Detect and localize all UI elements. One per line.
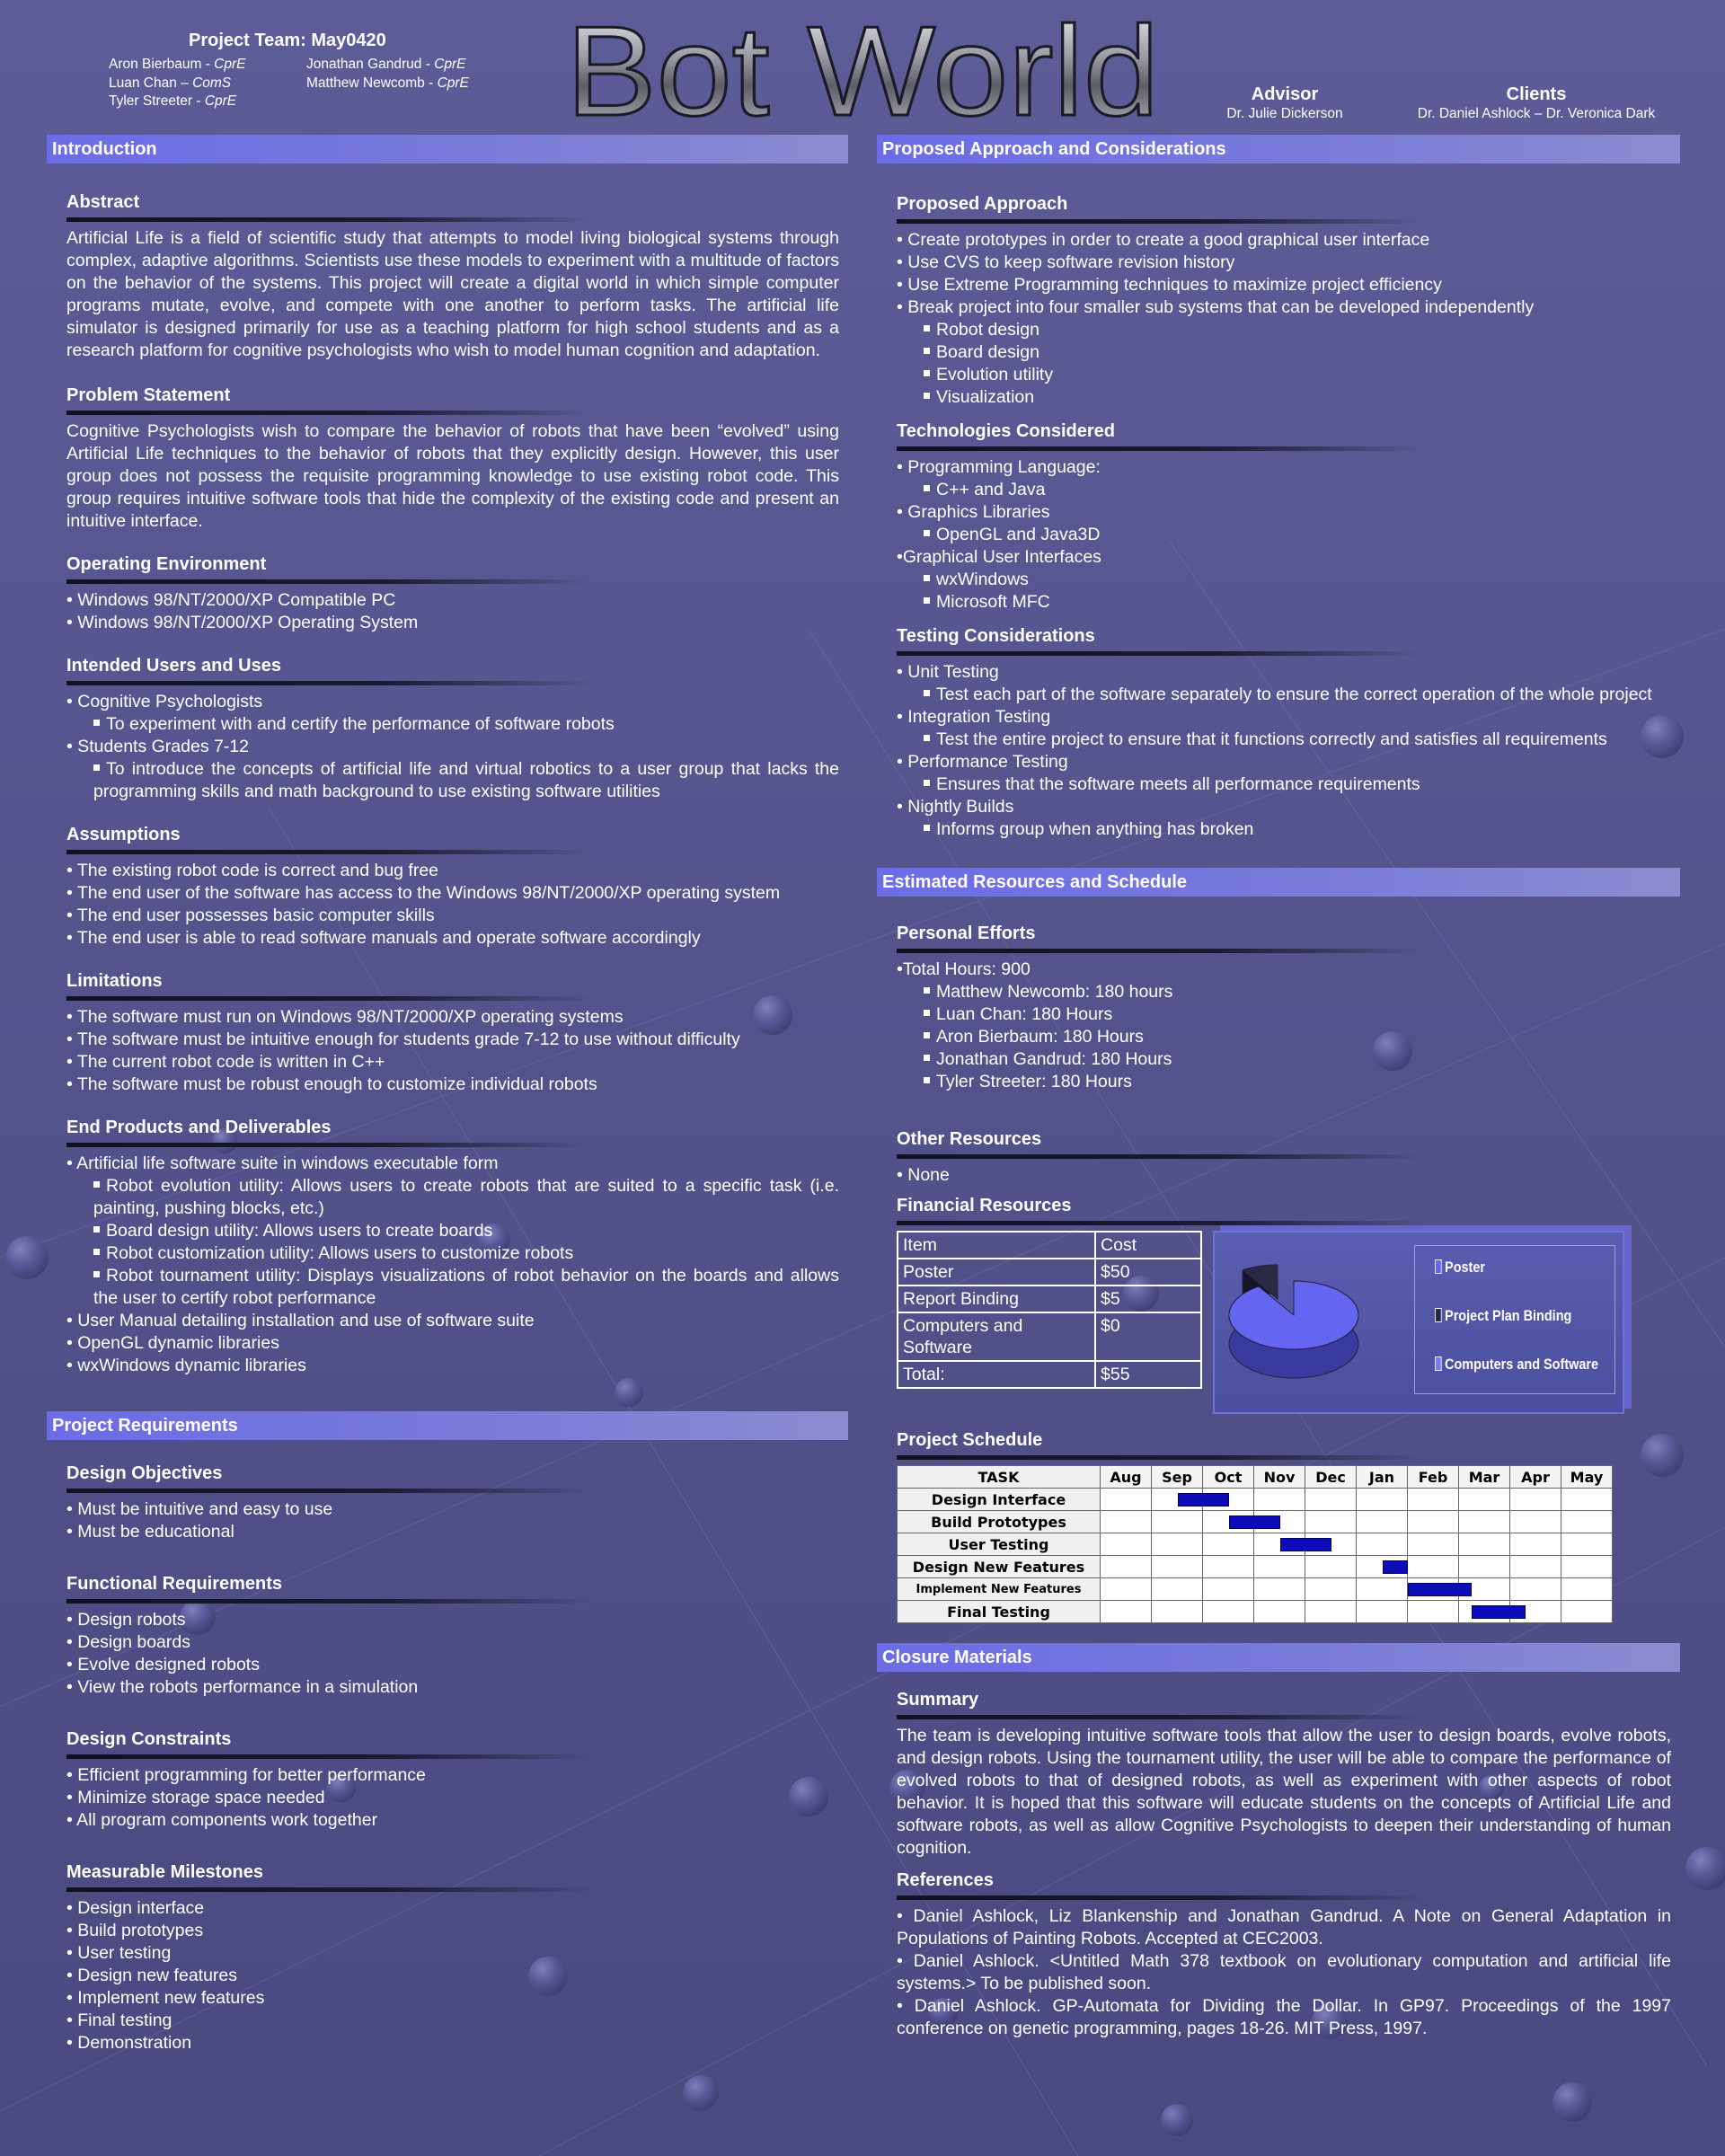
table-cell: Item	[898, 1232, 1095, 1259]
team-member: Luan Chan – ComS	[109, 75, 232, 91]
references-section	[897, 1870, 1671, 2040]
assumptions-heading: Assumptions	[66, 825, 181, 844]
legend-item-poster: Poster	[1435, 1259, 1485, 1277]
list-item: wxWindows	[897, 569, 1671, 591]
list-item: Test each part of the software separately to ensure the correct operation of the whole project	[897, 684, 1671, 706]
gantt-task-row	[898, 1511, 1613, 1533]
gantt-cell	[1357, 1511, 1408, 1533]
heading-rule	[897, 1154, 1423, 1159]
table-cell: Poster	[898, 1259, 1095, 1286]
list-item: • The current robot code is written in C++	[66, 1052, 385, 1072]
table-row	[898, 1232, 1201, 1259]
gantt-cell	[1152, 1533, 1203, 1556]
heading-rule	[897, 446, 1423, 451]
heading-rule	[66, 1754, 592, 1759]
list-item: Luan Chan: 180 Hours	[897, 1003, 1671, 1026]
deliverables-heading: End Products and Deliverables	[66, 1118, 332, 1137]
gantt-cell	[1305, 1489, 1357, 1511]
limitations-heading: Limitations	[66, 971, 163, 991]
list-item: •Graphical User Interfaces	[897, 547, 1101, 567]
functional-heading: Functional Requirements	[66, 1574, 283, 1594]
list-item: • Break project into four smaller sub systems that can be developed independently	[897, 297, 1535, 317]
list-item: • Windows 98/NT/2000/XP Compatible PC	[66, 590, 396, 610]
table-cell: Computers and Software	[898, 1312, 1095, 1361]
abstract-heading: Abstract	[66, 192, 140, 212]
financial-heading: Financial Resources	[897, 1196, 1072, 1215]
list-item: • Must be intuitive and easy to use	[66, 1499, 333, 1519]
list-item: Aron Bierbaum: 180 Hours	[897, 1026, 1671, 1048]
heading-rule	[897, 949, 1423, 953]
list-item: • User testing	[66, 1943, 172, 1963]
list-item: • Use CVS to keep software revision history	[897, 252, 1235, 272]
list-item: Robot tournament utility: Displays visualizations of robot behavior on the boards and allows the user to certify robot performance	[93, 1266, 839, 1308]
table-cell: $50	[1095, 1259, 1201, 1286]
list-item: • Students Grades 7-12	[66, 737, 250, 756]
gantt-month: Nov	[1254, 1466, 1305, 1489]
heading-rule	[66, 996, 592, 1001]
technologies-heading: Technologies Considered	[897, 421, 1115, 441]
list-item: • Must be educational	[66, 1522, 234, 1542]
schedule-heading: Project Schedule	[897, 1430, 1043, 1450]
gantt-month: Dec	[1305, 1466, 1357, 1489]
gantt-bar	[1408, 1583, 1472, 1596]
table-row	[898, 1259, 1201, 1286]
heading-rule	[66, 1887, 592, 1892]
list-item: Test the entire project to ensure that it functions correctly and satisfies all requirements	[897, 729, 1671, 751]
technologies-section	[897, 421, 1671, 614]
heading-rule	[897, 651, 1423, 656]
list-item: • Programming Language:	[897, 457, 1101, 477]
list-item: • The software must be intuitive enough for students grade 7-12 to use without difficulty	[66, 1029, 740, 1049]
gantt-task-row	[898, 1578, 1613, 1601]
gantt-cell	[1305, 1601, 1357, 1623]
table-cell: Cost	[1095, 1232, 1201, 1259]
heading-rule	[66, 217, 592, 222]
financial-table	[897, 1231, 1202, 1389]
pie-slice-poster	[1229, 1281, 1358, 1349]
list-item: Board design	[897, 341, 1671, 364]
gantt-month: Feb	[1408, 1466, 1459, 1489]
gantt-cell	[1510, 1489, 1561, 1511]
heading-rule	[66, 1489, 592, 1493]
table-row	[898, 1312, 1201, 1361]
list-item: • Performance Testing	[897, 752, 1068, 772]
gantt-bar	[1383, 1560, 1409, 1574]
list-item: Robot customization utility: Allows users to customize robots	[66, 1242, 839, 1265]
gantt-task-label: Build Prototypes	[898, 1511, 1101, 1533]
gantt-cell	[1305, 1511, 1357, 1533]
advisor-name: Dr. Julie Dickerson	[1226, 106, 1343, 121]
gantt-cell	[1152, 1489, 1203, 1511]
abstract-section	[66, 192, 839, 362]
gantt-cell	[1561, 1489, 1613, 1511]
gantt-task-label: Implement New Features	[898, 1578, 1101, 1601]
efforts-heading: Personal Efforts	[897, 923, 1036, 943]
list-item: To introduce the concepts of artificial life and virtual robotics to a user group that lacks the programming skills and math background to use existing software utilities	[93, 759, 839, 801]
heading-rule	[66, 411, 592, 415]
list-item: • Use Extreme Programming techniques to maximize project efficiency	[897, 275, 1442, 295]
gantt-cell	[1510, 1533, 1561, 1556]
left-column	[47, 135, 848, 2054]
gantt-cell	[1203, 1556, 1254, 1578]
list-item: Evolution utility	[897, 364, 1671, 386]
gantt-cell	[1101, 1601, 1152, 1623]
gantt-cell	[1101, 1511, 1152, 1533]
approach-heading: Proposed Approach	[897, 194, 1068, 214]
users-section	[66, 656, 839, 803]
gantt-cell	[1561, 1511, 1613, 1533]
gantt-cell	[1254, 1556, 1305, 1578]
team-member: Aron Bierbaum - CprE	[109, 57, 246, 72]
list-item: • Cognitive Psychologists	[66, 692, 263, 711]
list-item: • The end user is able to read software manuals and operate software accordingly	[66, 928, 701, 948]
gantt-task-row	[898, 1556, 1613, 1578]
gantt-cell	[1459, 1533, 1510, 1556]
list-item: • Design robots	[66, 1610, 186, 1630]
list-item: • wxWindows dynamic libraries	[66, 1356, 306, 1375]
list-item: • All program components work together	[66, 1810, 378, 1830]
team-member: Jonathan Gandrud - CprE	[306, 57, 466, 72]
gantt-header-row	[898, 1466, 1613, 1489]
heading-rule	[66, 579, 592, 584]
list-item: •Total Hours: 900	[897, 959, 1031, 979]
gantt-cell	[1305, 1578, 1357, 1601]
summary-heading: Summary	[897, 1690, 979, 1710]
heading-rule	[897, 219, 1423, 224]
gantt-cell	[1561, 1533, 1613, 1556]
list-item: • Windows 98/NT/2000/XP Operating System	[66, 613, 419, 632]
list-item: Informs group when anything has broken	[897, 818, 1671, 841]
problem-section	[66, 385, 839, 533]
clients-names: Dr. Daniel Ashlock – Dr. Veronica Dark	[1417, 106, 1656, 121]
gantt-cell	[1459, 1489, 1510, 1511]
gantt-cell	[1152, 1601, 1203, 1623]
list-item: • Design new features	[66, 1966, 238, 1985]
list-item: • Implement new features	[66, 1988, 265, 2008]
gantt-cell	[1510, 1556, 1561, 1578]
gantt-month: Oct	[1203, 1466, 1254, 1489]
schedule-section	[897, 1430, 1671, 1623]
gantt-cell	[1357, 1556, 1408, 1578]
list-item: • The existing robot code is correct and bug free	[66, 861, 439, 880]
problem-text: Cognitive Psychologists wish to compare the behavior of robots that have been “evolved” using Artificial Life techniques to the behavior of robots that they explicitly design. However, this user group does not possess the requisite programming knowledge to use existing robot code. This group requires intuitive software tools that hide the complexity of the existing code and present an intuitive interface.	[66, 421, 839, 531]
gantt-cell	[1152, 1511, 1203, 1533]
heading-rule	[897, 1221, 1423, 1225]
team-member: Matthew Newcomb - CprE	[306, 75, 469, 91]
gantt-cell	[1357, 1578, 1408, 1601]
gantt-cell	[1254, 1601, 1305, 1623]
limitations-section	[66, 971, 839, 1096]
gantt-month: Aug	[1101, 1466, 1152, 1489]
cost-pie-chart	[1213, 1231, 1624, 1414]
gantt-task-row	[898, 1601, 1613, 1623]
gantt-month: Sep	[1152, 1466, 1203, 1489]
heading-rule	[897, 1895, 1423, 1900]
gantt-bar	[1229, 1515, 1280, 1529]
gantt-cell	[1203, 1511, 1254, 1533]
gantt-cell	[1101, 1556, 1152, 1578]
gantt-cell	[1510, 1578, 1561, 1601]
list-item: • Design boards	[66, 1632, 190, 1652]
problem-heading: Problem Statement	[66, 385, 231, 405]
list-item: • User Manual detailing installation and use of software suite	[66, 1311, 535, 1330]
gantt-task-label: Final Testing	[898, 1601, 1101, 1623]
list-item: • Efficient programming for better performance	[66, 1765, 426, 1785]
list-item: • Unit Testing	[897, 662, 999, 682]
section-project-requirements: Project Requirements	[47, 1411, 848, 1440]
clients-label: Clients	[1506, 84, 1567, 104]
table-row	[898, 1286, 1201, 1312]
list-item: • View the robots performance in a simulation	[66, 1677, 419, 1697]
table-cell: $5	[1095, 1286, 1201, 1312]
gantt-cell	[1408, 1601, 1459, 1623]
gantt-cell	[1305, 1556, 1357, 1578]
list-item: • OpenGL dynamic libraries	[66, 1333, 279, 1353]
gantt-cell	[1101, 1533, 1152, 1556]
list-item: • Demonstration	[66, 2033, 192, 2053]
list-item: • Design interface	[66, 1898, 205, 1918]
list-item: Ensures that the software meets all performance requirements	[897, 773, 1671, 796]
gantt-cell	[1561, 1556, 1613, 1578]
gantt-cell	[1408, 1578, 1459, 1601]
team-member: Tyler Streeter - CprE	[109, 93, 237, 109]
operating-heading: Operating Environment	[66, 554, 267, 574]
gantt-cell	[1459, 1601, 1510, 1623]
list-item: • Final testing	[66, 2010, 172, 2030]
gantt-cell	[1203, 1533, 1254, 1556]
list-item: • Evolve designed robots	[66, 1655, 260, 1674]
title-text: Bot World	[566, 4, 1159, 129]
objectives-section	[66, 1463, 839, 1543]
gantt-cell	[1203, 1578, 1254, 1601]
financial-section	[897, 1196, 1671, 1428]
efforts-section	[897, 923, 1671, 1093]
gantt-month: May	[1561, 1466, 1613, 1489]
list-item: To experiment with and certify the performance of software robots	[66, 713, 839, 736]
gantt-cell	[1357, 1533, 1408, 1556]
gantt-cell	[1459, 1511, 1510, 1533]
gantt-cell	[1101, 1578, 1152, 1601]
gantt-cell	[1152, 1578, 1203, 1601]
list-item: • None	[897, 1165, 950, 1185]
section-closure-materials: Closure Materials	[877, 1643, 1680, 1672]
gantt-task-header: TASK	[898, 1466, 1101, 1489]
list-item: Matthew Newcomb: 180 hours	[897, 981, 1671, 1003]
list-item: Microsoft MFC	[897, 591, 1671, 614]
gantt-cell	[1408, 1533, 1459, 1556]
summary-text: The team is developing intuitive software tools that allow the user to design boards, evolve robots, and design robots. Using the tournament utility, the user will be able to compare the performance of evolved robots to that of designed robots, as well as experiment with other aspects of robot behavior. It is hoped that this software will educate students on the concepts of Artificial Life and software robots, as well as allow Cognitive Psychologists to deepen their understanding of human cognition.	[897, 1726, 1671, 1858]
gantt-task-row	[898, 1533, 1613, 1556]
section-resources-schedule: Estimated Resources and Schedule	[877, 868, 1680, 897]
table-cell: $0	[1095, 1312, 1201, 1361]
section-introduction: Introduction	[47, 135, 848, 163]
list-item: • The software must be robust enough to customize individual robots	[66, 1074, 597, 1094]
section-proposed-approach: Proposed Approach and Considerations	[877, 135, 1680, 163]
poster-title	[557, 4, 1168, 129]
table-row	[898, 1361, 1201, 1388]
gantt-task-label: Design New Features	[898, 1556, 1101, 1578]
milestones-heading: Measurable Milestones	[66, 1862, 263, 1882]
table-cell: Report Binding	[898, 1286, 1095, 1312]
abstract-text: Artificial Life is a field of scientific study that attempts to model living biological systems through complex, adaptive algorithms. Scientists use these models to experiment with a multitude of factors on the behavior of the systems. This project will create a digital world in which simple computer programs mutate, evolve, and compete with one another to perform tasks. The artificial life simulator is designed primarily for use as a teaching platform for high school students and as a research platform for cognitive psychologists who wish to model human cognition and adaptation.	[66, 228, 839, 360]
reference-item: • Daniel Ashlock. GP-Automata for Dividing the Dollar. In GP97. Proceedings of the 1997 conference on genetic programming, pages 18-26. MIT Press, 1997.	[897, 1996, 1671, 2038]
gantt-bar	[1472, 1605, 1526, 1619]
advisor-label: Advisor	[1251, 84, 1319, 104]
gantt-task-row	[898, 1489, 1613, 1511]
operating-section	[66, 554, 839, 634]
gantt-cell	[1254, 1489, 1305, 1511]
gantt-cell	[1254, 1533, 1305, 1556]
schedule-gantt	[897, 1465, 1613, 1623]
list-item: • Artificial life software suite in windows executable form	[66, 1153, 499, 1173]
heading-rule	[897, 1455, 1423, 1460]
list-item: • Nightly Builds	[897, 797, 1014, 817]
gantt-cell	[1561, 1578, 1613, 1601]
financial-content	[897, 1231, 1671, 1428]
gantt-bar	[1178, 1493, 1229, 1507]
heading-rule	[66, 1143, 592, 1147]
gantt-task-label: Design Interface	[898, 1489, 1101, 1511]
gantt-bar	[1280, 1538, 1331, 1551]
gantt-cell	[1408, 1489, 1459, 1511]
list-item: • The end user of the software has access to the Windows 98/NT/2000/XP operating system	[66, 883, 781, 903]
other-resources-heading: Other Resources	[897, 1129, 1042, 1149]
heading-rule	[66, 681, 592, 685]
approach-section	[897, 194, 1671, 409]
list-item: C++ and Java	[897, 479, 1671, 501]
constraints-heading: Design Constraints	[66, 1729, 232, 1749]
testing-section	[897, 626, 1671, 841]
list-item: Jonathan Gandrud: 180 Hours	[897, 1048, 1671, 1071]
heading-rule	[897, 1715, 1423, 1719]
deliverables-section	[66, 1118, 839, 1377]
list-item: Visualization	[897, 386, 1671, 409]
gantt-cell	[1254, 1578, 1305, 1601]
users-heading: Intended Users and Uses	[66, 656, 281, 676]
gantt-cell	[1408, 1556, 1459, 1578]
legend-item-binding: Project Plan Binding	[1435, 1307, 1571, 1325]
table-cell: Total:	[898, 1361, 1095, 1388]
gantt-month: Mar	[1459, 1466, 1510, 1489]
list-item: • The end user possesses basic computer skills	[66, 906, 435, 925]
gantt-cell	[1408, 1511, 1459, 1533]
gantt-task-label: User Testing	[898, 1533, 1101, 1556]
gantt-cell	[1459, 1556, 1510, 1578]
legend-item-computers: Computers and Software	[1435, 1356, 1598, 1374]
list-item: • The software must run on Windows 98/NT/2000/XP operating systems	[66, 1007, 624, 1027]
milestones-section	[66, 1862, 839, 2054]
legend-swatch	[1435, 1356, 1442, 1371]
testing-heading: Testing Considerations	[897, 626, 1095, 646]
pie-legend	[1414, 1245, 1615, 1394]
gantt-month: Apr	[1510, 1466, 1561, 1489]
list-item: OpenGL and Java3D	[897, 524, 1671, 546]
assumptions-section	[66, 825, 839, 950]
list-item: Robot design	[897, 319, 1671, 341]
list-item: • Graphics Libraries	[897, 502, 1050, 522]
heading-rule	[66, 850, 592, 854]
list-item: Board design utility: Allows users to create boards	[66, 1220, 839, 1242]
list-item: • Integration Testing	[897, 707, 1051, 727]
list-item: Robot evolution utility: Allows users to create robots that are suited to a specific task (i.e. painting, pushing blocks, etc.)	[93, 1176, 839, 1218]
right-column	[877, 135, 1680, 2040]
summary-section	[897, 1690, 1671, 1860]
gantt-month: Jan	[1357, 1466, 1408, 1489]
list-item: • Minimize storage space needed	[66, 1788, 325, 1807]
team-title: Project Team: May0420	[189, 31, 386, 50]
gantt-cell	[1357, 1489, 1408, 1511]
legend-swatch	[1435, 1259, 1442, 1274]
gantt-cell	[1510, 1511, 1561, 1533]
reference-item: • Daniel Ashlock, Liz Blankenship and Jonathan Gandrud. A Note on General Adaptation in Populations of Painting Robots. Accepted at CEC2003.	[897, 1906, 1671, 1948]
list-item: • Build prototypes	[66, 1921, 204, 1940]
gantt-cell	[1101, 1489, 1152, 1511]
gantt-cell	[1203, 1601, 1254, 1623]
reference-item: • Daniel Ashlock. <Untitled Math 378 textbook on evolutionary computation and artificial life systems.> To be published soon.	[897, 1951, 1671, 1993]
other-resources-section	[897, 1129, 1671, 1187]
functional-section	[66, 1574, 839, 1699]
constraints-section	[66, 1729, 839, 1832]
objectives-heading: Design Objectives	[66, 1463, 223, 1483]
references-heading: References	[897, 1870, 994, 1890]
poster-header	[0, 0, 1725, 130]
list-item: • Create prototypes in order to create a good graphical user interface	[897, 230, 1430, 250]
gantt-cell	[1152, 1556, 1203, 1578]
gantt-cell	[1357, 1601, 1408, 1623]
gantt-cell	[1561, 1601, 1613, 1623]
heading-rule	[66, 1599, 592, 1604]
list-item: Tyler Streeter: 180 Hours	[897, 1071, 1671, 1093]
legend-swatch	[1435, 1308, 1442, 1322]
table-cell: $55	[1095, 1361, 1201, 1388]
pie-svg	[1215, 1233, 1412, 1412]
